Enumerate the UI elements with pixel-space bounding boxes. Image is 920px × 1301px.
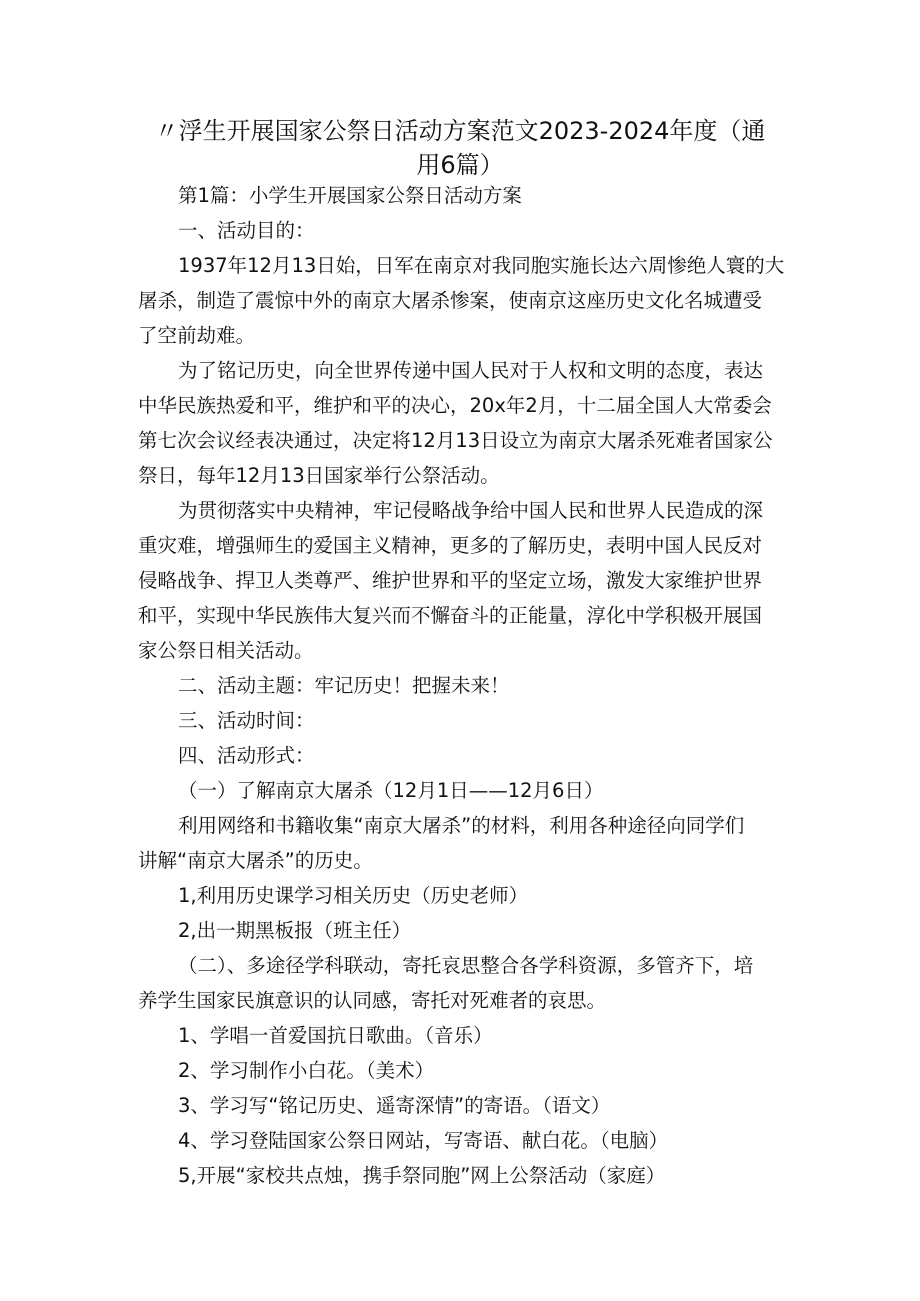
paragraph-line: 重灾难，增强师生的爱国主义精神，更多的了解历史，表明中国人民反对 — [138, 534, 763, 557]
paragraph-line: 第七次会议经表决通过，决定将12月13日设立为南京大屠杀死难者国家公 — [138, 429, 773, 452]
paragraph-line: 屠杀，制造了震惊中外的南京大屠杀惨案，使南京这座历史文化名城遭受 — [138, 289, 763, 312]
paragraph-line: 为了铭记历史，向全世界传递中国人民对于人权和文明的态度，表达 — [178, 359, 764, 382]
paragraph-line: 讲解“南京大屠杀”的历史。 — [138, 849, 373, 872]
paragraph-line: 和平，实现中华民族伟大复兴而不懈奋斗的正能量，淳化中学积极开展国 — [138, 604, 763, 627]
section-heading-time: 三、活动时间： — [178, 709, 315, 732]
chapter-heading: 第1篇：小学生开展国家公祭日活动方案 — [178, 184, 522, 207]
section-heading-theme: 二、活动主题：牢记历史！把握未来！ — [178, 674, 510, 697]
list-item: 1、学唱一首爱国抗日歌曲。（音乐） — [178, 1024, 493, 1047]
section-heading-form: 四、活动形式： — [178, 744, 315, 767]
paragraph-line: 了空前劫难。 — [138, 324, 256, 347]
document-title-line-1: 〃浮生开展国家公祭日活动方案范文2023-2024年度（通 — [154, 117, 766, 145]
paragraph-line: 侵略战争、捍卫人类尊严、维护世界和平的坚定立场，激发大家维护世界 — [138, 569, 763, 592]
paragraph-line: 中华民族热爱和平，维护和平的决心，20x年2月，十二届全国人大常委会 — [138, 394, 772, 417]
list-item: 1,利用历史课学习相关历史（历史老师） — [178, 884, 529, 907]
list-item: 3、学习写“铭记历史、遥寄深情”的寄语。（语文） — [178, 1094, 611, 1117]
paragraph-line: 1937年12月13日始，日军在南京对我同胞实施长达六周惨绝人寰的大 — [178, 254, 785, 277]
list-item: 4、学习登陆国家公祭日网站，写寄语、献白花。（电脑） — [178, 1129, 669, 1152]
paragraph-line: 家公祭日相关活动。 — [138, 639, 314, 662]
paragraph-line: 为贯彻落实中央精神，牢记侵略战争给中国人民和世界人民造成的深 — [178, 499, 764, 522]
document-title-line-2: 用6篇） — [416, 151, 504, 179]
paragraph-line: 利用网络和书籍收集“南京大屠杀”的材料，利用各种途径向同学们 — [178, 814, 745, 837]
section-heading-purpose: 一、活动目的： — [178, 219, 315, 242]
list-item: 2、学习制作小白花。（美术） — [178, 1059, 435, 1082]
subsection-heading: （一）了解南京大屠杀（12月1日——12月6日） — [178, 779, 604, 802]
paragraph-line: 祭日，每年12月13日国家举行公祭活动。 — [138, 464, 500, 487]
paragraph-line: 养学生国家民旗意识的认同感，寄托对死难者的哀思。 — [138, 989, 607, 1012]
subsection-heading: （二）、多途径学科联动，寄托哀思整合各学科资源，多管齐下，培 — [178, 954, 754, 977]
list-item: 5,开展“家校共点烛，携手祭同胞”网上公祭活动（家庭） — [178, 1164, 666, 1187]
list-item: 2,出一期黑板报（班主任） — [178, 919, 412, 942]
